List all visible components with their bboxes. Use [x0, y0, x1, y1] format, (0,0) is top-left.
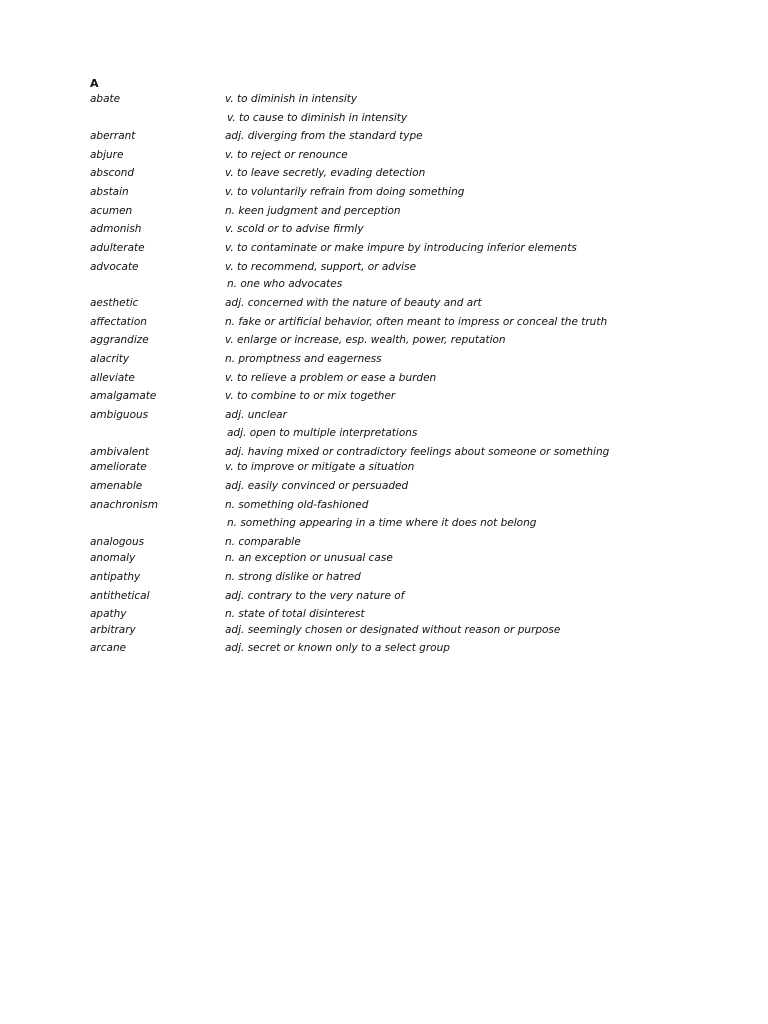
vocab-definition: adj. easily convinced or persuaded: [225, 480, 409, 492]
vocab-word: antithetical: [90, 590, 150, 602]
vocab-word: acumen: [90, 205, 133, 217]
list-item: [0, 623, 768, 638]
list-item: [0, 551, 768, 566]
list-item: [0, 352, 768, 367]
vocab-definition: adj. unclear: [225, 409, 287, 421]
vocab-definition: v. to reject or renounce: [225, 149, 348, 161]
list-item: [0, 408, 768, 423]
list-item: [0, 148, 768, 163]
vocab-definition: n. promptness and eagerness: [225, 353, 382, 365]
vocab-word: admonish: [90, 223, 142, 235]
list-item: [0, 460, 768, 475]
vocab-word: apathy: [90, 608, 127, 620]
list-item: [0, 570, 768, 585]
vocab-definition: n. something old-fashioned: [225, 499, 369, 511]
list-item: [0, 185, 768, 200]
vocab-word: ambivalent: [90, 446, 150, 458]
vocab-definition: adj. open to multiple interpretations: [227, 427, 418, 439]
list-item: [0, 296, 768, 311]
vocab-definition: adj. secret or known only to a select group: [225, 642, 450, 654]
vocab-definition: adj. contrary to the very nature of: [225, 590, 405, 602]
list-item: [0, 111, 768, 126]
vocab-definition: adj. seemingly chosen or designated without reason or purpose: [225, 624, 561, 636]
list-item: [0, 607, 768, 622]
vocab-definition: v. to contaminate or make impure by introducing inferior elements: [225, 242, 577, 254]
vocab-definition: v. to recommend, support, or advise: [225, 261, 417, 273]
vocab-definition: n. an exception or unusual case: [225, 552, 393, 564]
vocab-word: ameliorate: [90, 461, 147, 473]
vocab-definition: v. to diminish in intensity: [225, 93, 358, 105]
vocab-definition: n. keen judgment and perception: [225, 205, 401, 217]
vocab-definition: n. state of total disinterest: [225, 608, 365, 620]
vocab-word: anachronism: [90, 499, 158, 511]
vocab-definition: v. to cause to diminish in intensity: [227, 112, 408, 124]
list-item: [0, 516, 768, 531]
vocab-word: amalgamate: [90, 390, 157, 402]
vocab-definition: v. to voluntarily refrain from doing something: [225, 186, 465, 198]
vocab-word: abscond: [90, 167, 135, 179]
list-item: [0, 389, 768, 404]
list-item: [0, 222, 768, 237]
list-item: [0, 260, 768, 275]
vocab-word: analogous: [90, 536, 145, 548]
vocab-word: aesthetic: [90, 297, 139, 309]
vocab-definition: adj. having mixed or contradictory feelings about someone or something: [225, 446, 610, 458]
list-item: [0, 535, 768, 550]
list-item: [0, 129, 768, 144]
list-item: [0, 315, 768, 330]
vocab-definition: n. comparable: [225, 536, 301, 548]
vocab-definition: v. to leave secretly, evading detection: [225, 167, 426, 179]
vocab-word: alleviate: [90, 372, 135, 384]
list-item: [0, 589, 768, 604]
vocab-word: abjure: [90, 149, 124, 161]
list-item: [0, 498, 768, 513]
vocab-definition: v. scold or to advise firmly: [225, 223, 364, 235]
vocab-word: amenable: [90, 480, 143, 492]
list-item: [0, 166, 768, 181]
vocab-definition: adj. concerned with the nature of beauty and art: [225, 297, 482, 309]
vocab-definition: adj. diverging from the standard type: [225, 130, 423, 142]
list-item: [0, 479, 768, 494]
vocab-definition: v. to relieve a problem or ease a burden: [225, 372, 437, 384]
list-item: [0, 241, 768, 256]
vocab-definition: n. fake or artificial behavior, often meant to impress or conceal the truth: [225, 316, 608, 328]
vocab-word: alacrity: [90, 353, 130, 365]
list-item: [0, 641, 768, 656]
vocab-word: abstain: [90, 186, 129, 198]
vocab-word: aberrant: [90, 130, 136, 142]
vocab-word: adulterate: [90, 242, 145, 254]
list-item: [0, 426, 768, 441]
vocab-definition: n. something appearing in a time where it does not belong: [227, 517, 537, 529]
vocab-word: ambiguous: [90, 409, 149, 421]
list-item: [0, 204, 768, 219]
vocab-definition: n. strong dislike or hatred: [225, 571, 361, 583]
list-item: [0, 371, 768, 386]
section-heading: A: [90, 77, 99, 90]
list-item: [0, 277, 768, 292]
vocab-word: abate: [90, 93, 121, 105]
vocab-word: affectation: [90, 316, 147, 328]
vocab-word: arbitrary: [90, 624, 136, 636]
vocab-definition: v. to combine to or mix together: [225, 390, 396, 402]
vocab-word: advocate: [90, 261, 139, 273]
list-item: [0, 333, 768, 348]
vocab-word: aggrandize: [90, 334, 149, 346]
list-item: [0, 92, 768, 107]
list-item: [0, 445, 768, 460]
vocab-word: arcane: [90, 642, 127, 654]
vocab-word: anomaly: [90, 552, 136, 564]
vocab-definition: v. enlarge or increase, esp. wealth, power, reputation: [225, 334, 506, 346]
vocab-word: antipathy: [90, 571, 141, 583]
vocab-definition: n. one who advocates: [227, 278, 343, 290]
vocab-definition: v. to improve or mitigate a situation: [225, 461, 415, 473]
